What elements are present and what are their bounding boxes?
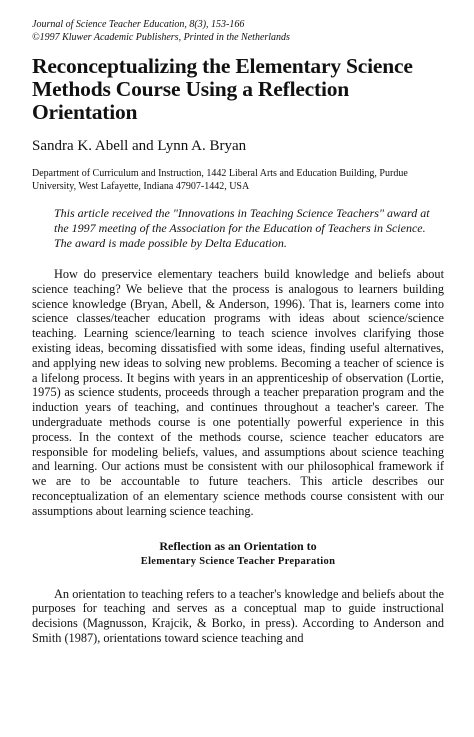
article-title: Reconceptualizing the Elementary Science Methods Course Using a Reflection Orientation xyxy=(32,54,413,124)
journal-citation: Journal of Science Teacher Education, 8(3), 153-166 xyxy=(32,19,245,30)
author-affiliation: Department of Curriculum and Instruction, 1442 Liberal Arts and Education Building, Purdue University, West Lafayette, Indiana 47907-1442, USA xyxy=(32,168,408,192)
body-paragraph: An orientation to teaching refers to a teacher's knowledge and beliefs about the purposes for teaching and serves as a conceptual map to guide instructional decisions (Magnusson, Krajcik, & Borko, in press). According to Anderson and Smith (1987), orientations toward science teaching and xyxy=(32,586,444,645)
copyright-line: ©1997 Kluwer Academic Publishers, Printed in the Netherlands xyxy=(32,32,290,43)
section-heading-line: Reflection as an Orientation to xyxy=(159,538,317,553)
journal-page xyxy=(32,18,444,658)
journal-header xyxy=(32,18,444,44)
section-heading xyxy=(32,539,444,569)
article-authors: Sandra K. Abell and Lynn A. Bryan xyxy=(32,138,247,154)
award-note: This article received the "Innovations in Teaching Science Teachers" award at the 1997 meeting of the Association for the Education of Teachers in Science. The award is made possible by Delta Education. xyxy=(54,206,430,250)
section-heading-subline: Elementary Science Teacher Preparation xyxy=(140,555,336,567)
body-paragraph: How do preservice elementary teachers build knowledge and beliefs about science teaching? We believe that the process is analogous to learners building science knowledge (Bryan, Abell, & Anderson, 1996). That is, learners come into science classes/teacher education programs with ideas about science/science teaching. Learning science/learning to teach science involves clarifying those existing ideas, becoming dissatisfied with some ideas, finding useful alternatives, and applying new ideas to solving new problems. Becoming a teacher of science is a lifelong process. It begins with years in an apprenticeship of observation (Lortie, 1975) as science students, proceeds through a teacher preparation program and the induction years of teaching, and continues throughout a teacher's career. The undergraduate methods course is one potentially powerful experience in this process. In the context of the methods course, science teacher educators are responsible for modeling beliefs, values, and assumptions about science teaching and learning. Our actions must be consistent with our philosophical framework if we are to be accountable to future teachers. This article describes our reconceptualization of an elementary science methods course consistent with our assumptions about learning science teaching. xyxy=(32,267,444,518)
